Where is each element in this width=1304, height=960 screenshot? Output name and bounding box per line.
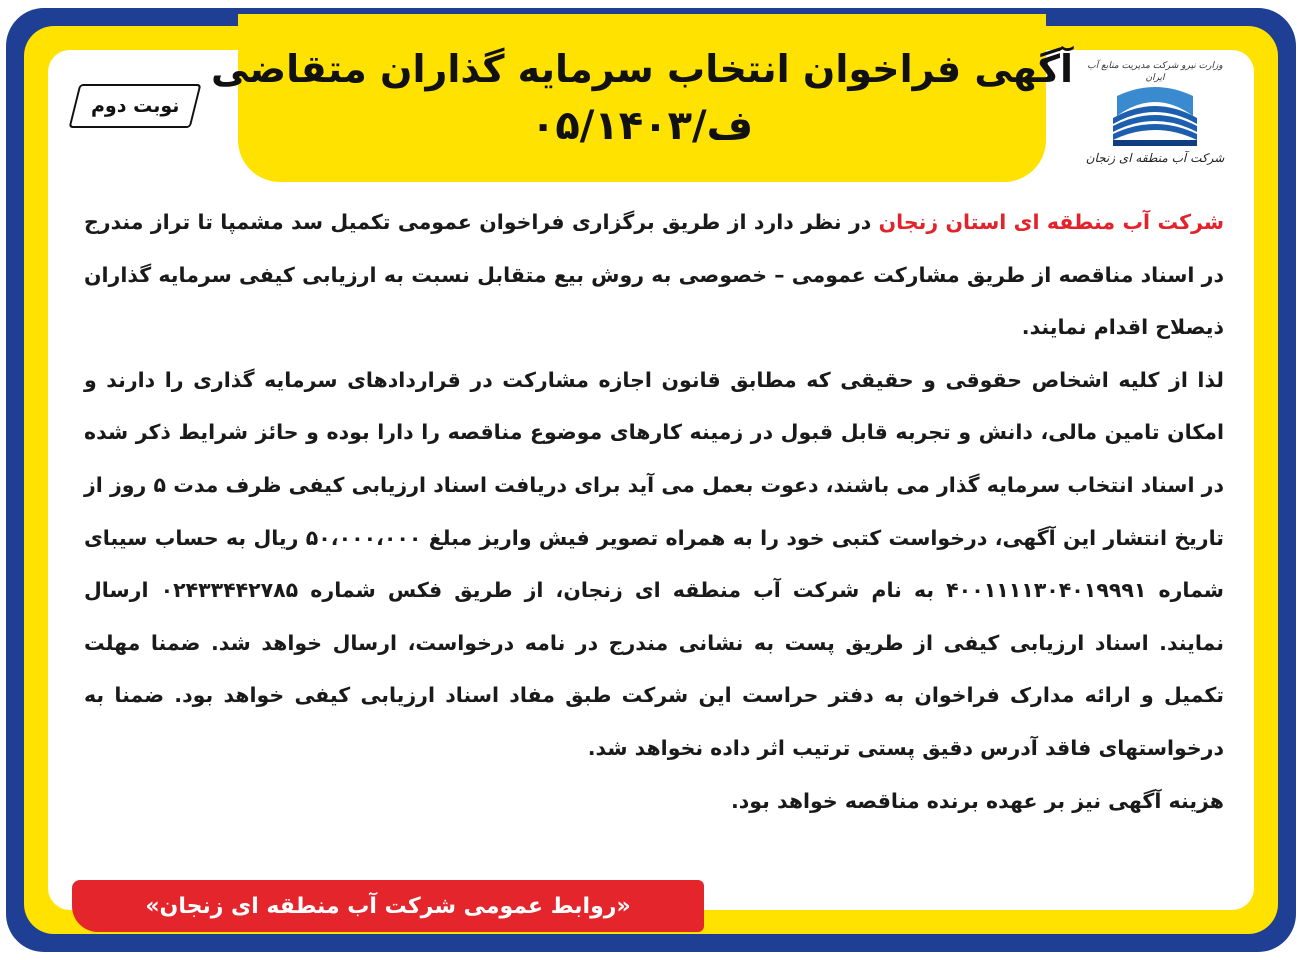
- paragraph-conditions: لذا از کلیه اشخاص حقوقی و حقیقی که مطابق قانون اجازه مشارکت در قراردادهای سرمایه گذاری را دارند و امکان تامین مالی، دانش و تجربه قابل قبول در زمینه کارهای موضوع مناقصه را دارا بوده و حائز شرایط ذکر شده در اسناد انتخاب سرمایه گذار می باشند، دعوت بعمل می آید برای دریافت اسناد ارزیابی کیفی ظرف مدت ۵ روز از تاریخ انتشار این آگهی، درخواست کتبی خود را به همراه تصویر فیش واریز مبلغ ۵۰،۰۰۰،۰۰۰ ریال به حساب سیبای شماره ۴۰۰۱۱۱۱۳۰۴۰۱۹۹۹۱ به نام شرکت آب منطقه ای زنجان، از طریق فکس شماره ۰۲۴۳۳۴۴۲۷۸۵ ارسال نمایند. اسناد ارزیابی کیفی از طریق پست به نشانی مندرج در نامه درخواست، ارسال خواهد شد. ضمنا مهلت تکمیل و ارائه مدارک فراخوان به دفتر حراست این شرکت طبق مفاد اسناد ارزیابی کیفی خواهد بود. ضمنا به درخواستهای فاقد آدرس دقیق پستی ترتیب اثر داده نخواهد شد.: [84, 367, 1225, 760]
- public-relations-footer: [72, 880, 704, 932]
- water-waves-logo-icon: [1109, 86, 1201, 148]
- paragraph-intro: [84, 196, 1224, 354]
- company-name-highlight: شرکت آب منطقه ای استان زنجان: [878, 210, 1224, 234]
- logo-ministry-text: وزارت نیرو شرکت مدیریت منابع آب ایران: [1087, 61, 1223, 83]
- paragraph-cost: هزینه آگهی نیز بر عهده برنده مناقصه خواهد بود.: [730, 788, 1224, 813]
- company-logo: [1080, 60, 1230, 185]
- round-badge: [69, 84, 202, 128]
- announcement-body: [84, 196, 1224, 827]
- footer-signature: «روابط عمومی شرکت آب منطقه ای زنجان»: [145, 893, 631, 919]
- paragraph-intro-text: در نظر دارد از طریق برگزاری فراخوان عمومی تکمیل سد مشمپا تا تراز مندرج در اسناد مناقصه از طریق مشارکت عمومی – خصوصی به روش بیع متقابل نسبت به ارزیابی کیفی سرمایه گذاران ذیصلاح اقدام نمایند.: [84, 210, 1224, 340]
- logo-company-name: شرکت آب منطقه ای زنجان: [1085, 151, 1225, 165]
- announcement-title: آگهی فراخوان انتخاب سرمایه گذاران متقاضی: [210, 47, 1073, 91]
- round-badge-label: نوبت دوم: [90, 95, 180, 117]
- announcement-title-box: [210, 14, 1073, 182]
- announcement-number: ف/۰۵/۱۴۰۳: [530, 103, 754, 149]
